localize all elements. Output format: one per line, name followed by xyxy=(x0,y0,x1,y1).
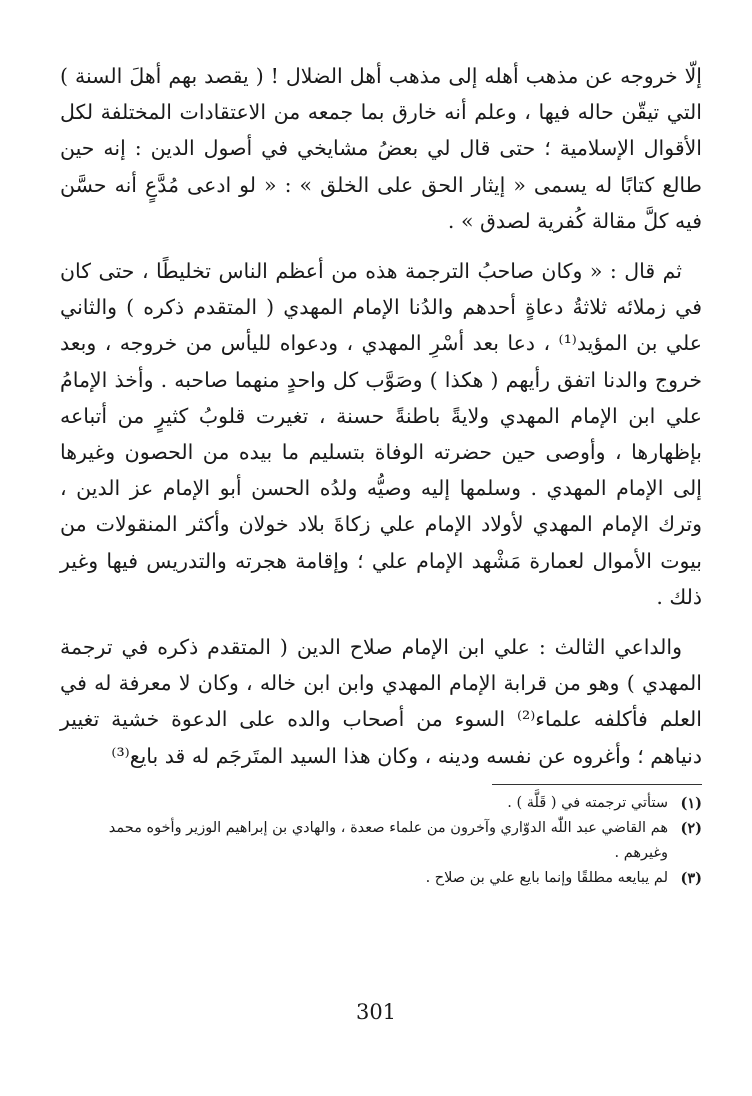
paragraph-3: والداعي الثالث : علي ابن الإمام صلاح الدين ( المتقدم ذكره في ترجمة المهدي ) وهو من قرابة الإمام المهدي وابن ابن خاله ، وكان لا معرفة له في العلم فأكلفه علماء⁽²⁾ السوء من أصحاب والده على الدعوة خشية تغيير دنياهم ؛ وأغروه عن نفسه ودينه ، وكان هذا السيد المتَرجَم له قد بايع⁽³⁾ xyxy=(60,635,702,768)
page-content xyxy=(60,58,702,891)
footnote-text: لم يبايعه مطلقًا وإنما بايع علي بن صلاح . xyxy=(425,869,668,886)
footnotes xyxy=(60,791,702,891)
footnote-text: هم القاضي عبد اللّٰه الدوّاري وآخرون من علماء صعدة ، والهادي بن إبراهيم الوزير وأخوه محمد وغيرهم . xyxy=(108,819,668,861)
body-text xyxy=(60,58,702,774)
paragraph-1: إلّا خروجه عن مذهب أهله إلى مذهب أهل الضلال ! ( يقصد بهم أهلَ السنة ) التي تيقّن حاله فيها ، وعلم أنه خارق بما جمعه من الاعتقادات المختلفة لكل الأقوال الإسلامية ؛ حتى قال لي بعضُ مشايخي في أصول الدين : إنه حين طالع كتابًا له يسمى « إيثار الحق على الخلق » : « لو ادعى مُدَّعٍ أنه حسَّن فيه كلَّ مقالة كُفرية لصدق » . xyxy=(60,64,702,233)
footnote-2 xyxy=(60,816,702,866)
footnote-number: (١) xyxy=(680,794,702,812)
paragraph-2: ثم قال : « وكان صاحبُ الترجمة هذه من أعظم الناس تخليطًا ، حتى كان في زملائه ثلاثةُ دعاةٍ أحدهم والدُنا الإمام المهدي ( المتقدم ذكره ) والثاني علي بن المؤيد⁽¹⁾ ، دعا بعد أسْرِ المهدي ، ودعواه لليأس من خروجه ، وبعد خروج والدنا اتفق رأيهم ( هكذا ) وصَوَّب كل واحدٍ منهما صاحبه . وأخذ الإمامُ علي ابن الإمام المهدي ولايةً باطنةً حسنة ، تغيرت قلوبُ كثيرٍ من أتباعه بإظهارها ، وأوصى حين حضرته الوفاة بتسليم ما بيده من الحصون وغيرها إلى الإمام المهدي . وسلمها إليه وصيُّه ولدُه الحسن أبو الإمام عز الدين ، وترك الإمام المهدي لأولاد الإمام علي زكاةَ بلاد خولان وأكثر المنقولات من بيوت الأموال لعمارة مَشْهد الإمام علي ؛ وإقامة هجرته والتدريس فيها وغير ذلك . xyxy=(60,259,702,609)
footnote-number: (٢) xyxy=(680,819,702,837)
footnote-separator xyxy=(492,784,702,785)
footnote-3 xyxy=(60,866,702,891)
footnote-text: ستأتي ترجمته في ( قَلَّة ) . xyxy=(507,794,668,811)
footnote-1 xyxy=(60,791,702,816)
footnote-number: (٣) xyxy=(680,869,702,887)
page-number: 301 xyxy=(355,1000,397,1024)
